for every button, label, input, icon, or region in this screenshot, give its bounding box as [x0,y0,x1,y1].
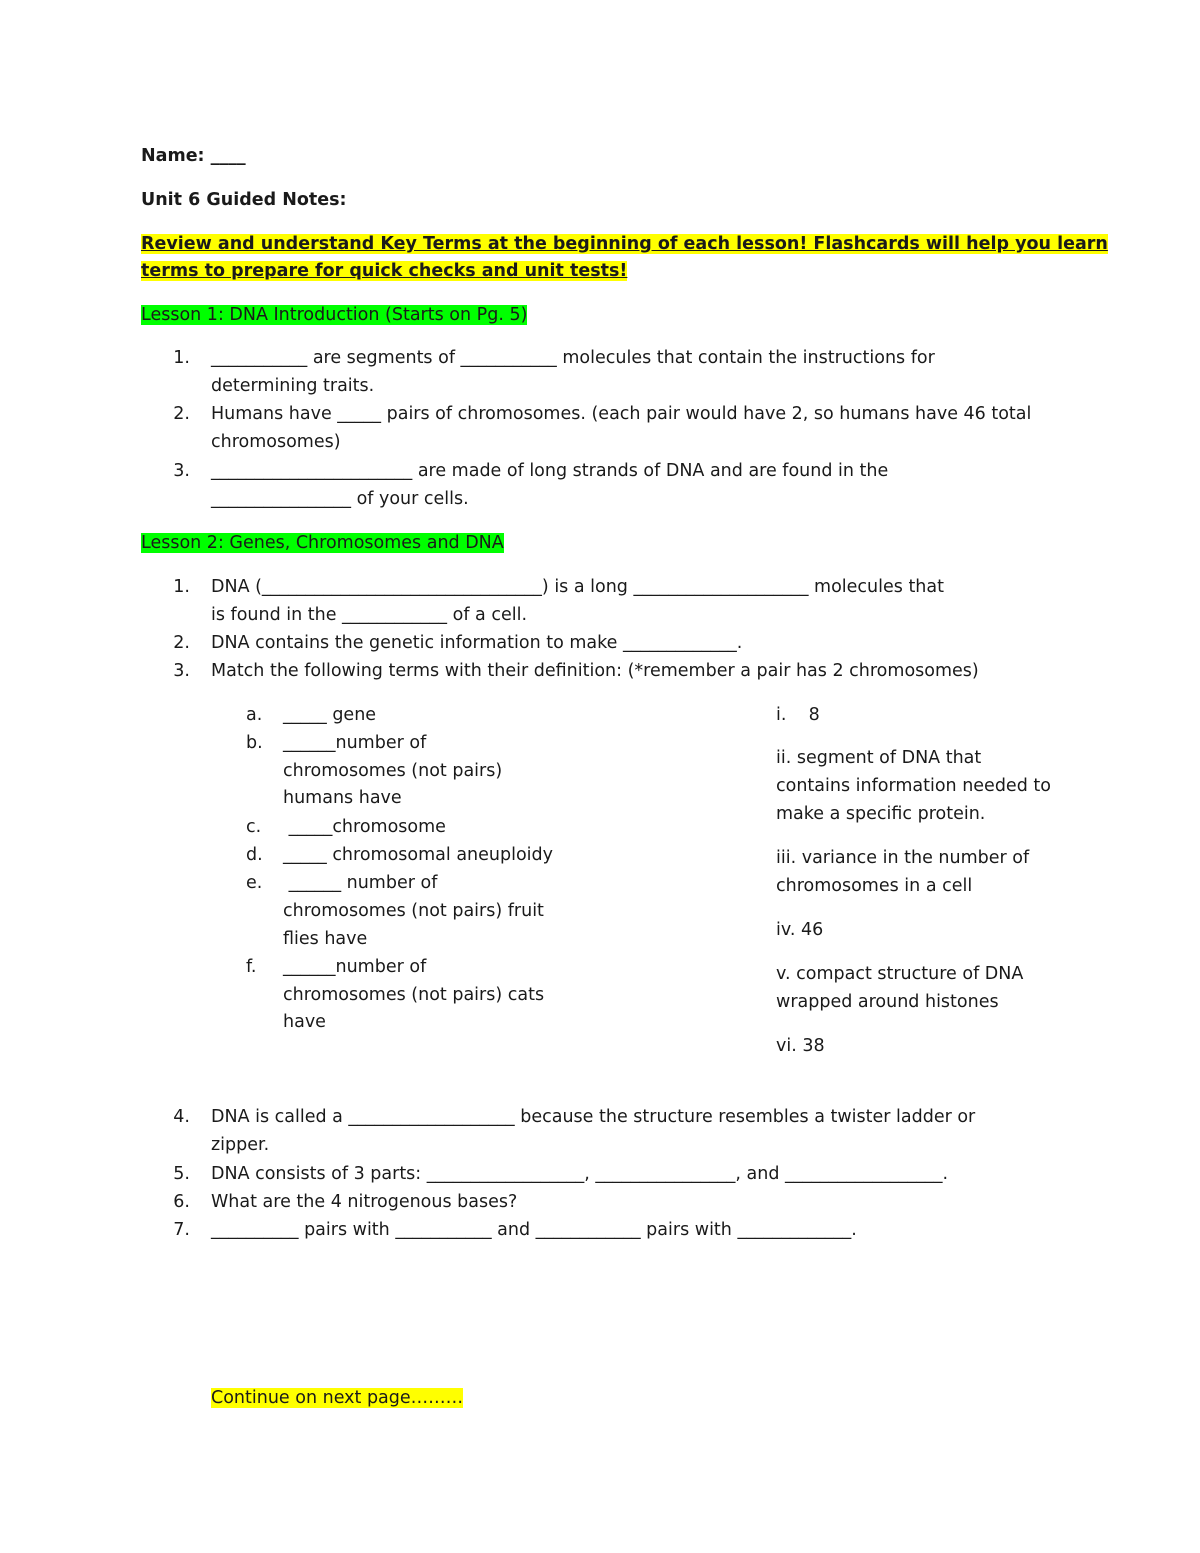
term-letter: a. [246,705,263,725]
item-text: _______________________ are made of long strands of DNA and are found in the [211,461,889,481]
term-text: _____chromosome [283,817,446,837]
notice-line-1 [141,230,1108,258]
term-letter: d. [246,845,263,865]
term-text: ______number of [283,957,427,977]
term-letter: c. [246,817,262,837]
item-text: Humans have _____ pairs of chromosomes. (each pair would have 2, so humans have 46 total [211,404,1032,424]
item-text: DNA (________________________________) is a long ____________________ molecules that [211,577,944,597]
item-text: zipper. [211,1135,270,1155]
term-letter: f. [246,957,257,977]
term-text: humans have [283,788,402,808]
item-number: 2. [173,404,190,424]
item-text: What are the 4 nitrogenous bases? [211,1192,518,1212]
item-text: is found in the ____________ of a cell. [211,605,528,625]
item-number: 4. [173,1107,190,1127]
item-text: determining traits. [211,376,375,396]
item-number: 5. [173,1164,190,1184]
continue-text: Continue on next page……… [211,1388,464,1408]
term-text: chromosomes (not pairs) cats [283,985,545,1005]
def-text: iv. 46 [776,920,824,940]
def-text: wrapped around histones [776,992,999,1012]
def-text: ii. segment of DNA that [776,748,982,768]
term-text: _____ chromosomal aneuploidy [283,845,553,865]
lesson2-heading [141,529,504,557]
def-text: i. 8 [776,705,820,725]
def-text: chromosomes in a cell [776,876,973,896]
notice-line-2 [141,257,627,285]
page-title: Unit 6 Guided Notes: [141,190,347,210]
item-number: 7. [173,1220,190,1240]
item-text: ___________ are segments of ___________ molecules that contain the instructions for [211,348,935,368]
continue-note [211,1384,463,1412]
term-text: _____ gene [283,705,377,725]
item-text: chromosomes) [211,432,341,452]
name-line: Name: ____ [141,146,246,166]
def-text: iii. variance in the number of [776,848,1030,868]
item-text: DNA contains the genetic information to make _____________. [211,633,743,653]
def-text: v. compact structure of DNA [776,964,1024,984]
term-text: ______ number of [283,873,438,893]
term-text: ______number of [283,733,427,753]
item-text: DNA consists of 3 parts: __________________, ________________, and __________________. [211,1164,949,1184]
term-letter: e. [246,873,263,893]
item-number: 6. [173,1192,190,1212]
notice-text-2: terms to prepare for quick checks and unit tests! [141,261,628,281]
notice-text-1: Review and understand Key Terms at the beginning of each lesson! Flashcards will help you learn [141,234,1108,254]
term-text: chromosomes (not pairs) fruit [283,901,544,921]
lesson2-heading-text: Lesson 2: Genes, Chromosomes and DNA [141,533,504,553]
item-number: 3. [173,461,190,481]
item-text: __________ pairs with ___________ and ____________ pairs with _____________. [211,1220,857,1240]
def-text: make a specific protein. [776,804,986,824]
item-number: 3. [173,661,190,681]
term-text: chromosomes (not pairs) [283,761,503,781]
item-text: DNA is called a ___________________ because the structure resembles a twister ladder or [211,1107,976,1127]
term-letter: b. [246,733,263,753]
lesson1-heading [141,301,527,329]
item-text: ________________ of your cells. [211,489,469,509]
item-number: 1. [173,577,190,597]
lesson1-heading-text: Lesson 1: DNA Introduction (Starts on Pg. 5) [141,305,528,325]
term-text: have [283,1012,326,1032]
item-number: 1. [173,348,190,368]
def-text: contains information needed to [776,776,1051,796]
def-text: vi. 38 [776,1036,825,1056]
item-number: 2. [173,633,190,653]
item-text: Match the following terms with their definition: (*remember a pair has 2 chromosomes) [211,661,979,681]
term-text: flies have [283,929,368,949]
